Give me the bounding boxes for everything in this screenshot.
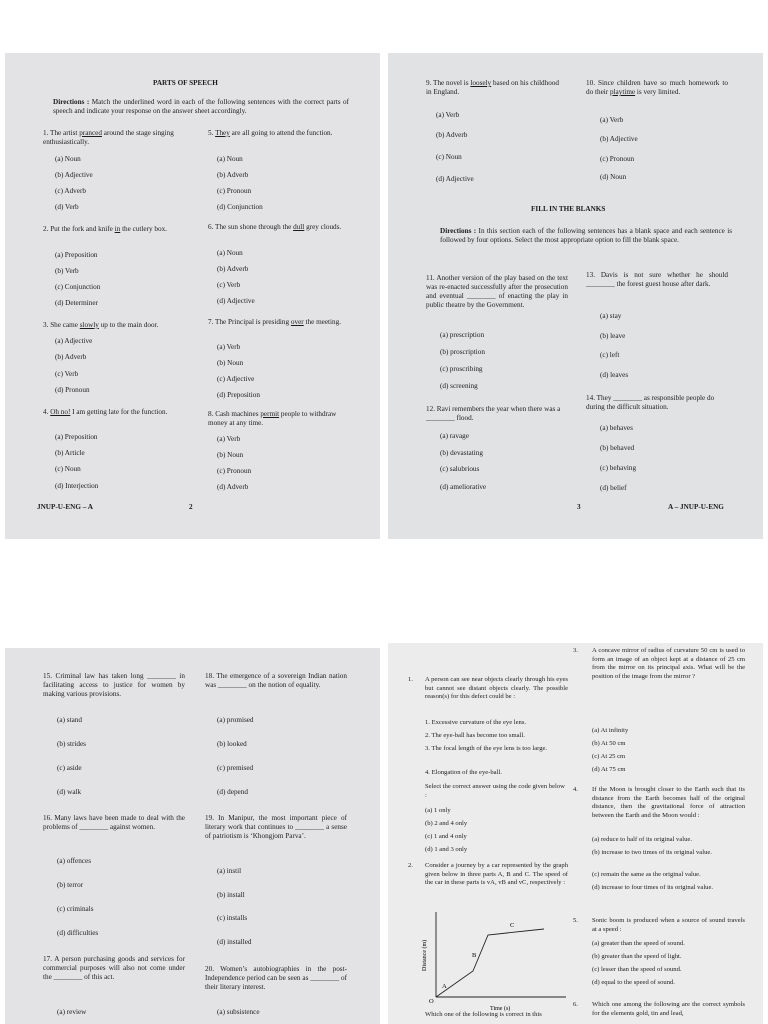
question-number: 5. — [573, 917, 578, 924]
page-number: 2 — [189, 503, 193, 511]
option: (a) Noun — [217, 249, 243, 257]
option: (a) Preposition — [55, 433, 98, 441]
question-3: 3. She came slowly up to the main door. — [43, 321, 159, 329]
option: (a) review — [57, 1008, 87, 1016]
option: (d) leaves — [600, 371, 629, 379]
option: (c) Verb — [55, 370, 79, 378]
option: (a) Verb — [217, 435, 241, 443]
option: (c) Pronoun — [217, 187, 252, 195]
option: (a) stay — [600, 312, 622, 320]
option: (b) Verb — [55, 267, 79, 275]
section-title: PARTS OF SPEECH — [153, 79, 218, 87]
option: (a) Noun — [217, 155, 243, 163]
option: (a) subsistence — [217, 1008, 260, 1016]
question-18: 18. The emergence of a sovereign Indian nation was ________ on the notion of equality. — [205, 672, 347, 689]
option: (a) behaves — [600, 424, 633, 432]
page-science — [388, 643, 763, 1024]
option: (d) Adverb — [217, 483, 249, 491]
page-parts-of-speech — [5, 53, 380, 539]
option: (d) equal to the speed of sound. — [592, 979, 675, 986]
segment-label-b: B — [472, 952, 477, 959]
option: (a) Adjective — [55, 337, 93, 345]
question-10: 10. Since children have so much homework to do their playtime is very limited. — [586, 79, 728, 96]
option: (b) Article — [55, 449, 85, 457]
option: (c) 1 and 4 only — [425, 833, 467, 840]
question-2: 2. Put the fork and knife in the cutlery box. — [43, 225, 167, 233]
science-question-2: Consider a journey by a car represented by the graph given below in three parts A, B and C. The speed of the car in these parts is vA, vB and vC, respectively : — [425, 862, 568, 886]
option: (c) left — [600, 351, 620, 359]
option: (c) installs — [217, 914, 248, 922]
option: (d) Adjective — [217, 297, 255, 305]
segment-label-a: A — [442, 983, 447, 990]
footer-code: A – JNUP-U-ENG — [668, 503, 724, 511]
option: (d) Determiner — [55, 299, 98, 307]
question-20: 20. Women’s autobiographies in the post-Independence period can be seen as ________ of their literary interest. — [205, 965, 347, 991]
option: (d) Conjunction — [217, 203, 263, 211]
question-number: 6. — [573, 1001, 578, 1008]
question-15: 15. Criminal law has taken long ________ in facilitating access to justice for women by making various provisions. — [43, 672, 185, 698]
option: (a) Noun — [55, 155, 81, 163]
option: (c) aside — [57, 764, 82, 772]
option: (a) Verb — [436, 111, 460, 119]
page-fill-in-the-blanks — [388, 53, 763, 539]
question-number: 1. — [408, 676, 413, 683]
option: (d) Verb — [55, 203, 79, 211]
option: (c) proscribing — [440, 365, 483, 373]
option: (b) looked — [217, 740, 247, 748]
option: (c) criminals — [57, 905, 94, 913]
science-question-4: If the Moon is brought closer to the Earth such that its distance from the Earth becomes half of the original distance, then the gravitational force of attraction between the Earth and the Moon would : — [592, 786, 745, 819]
option: (a) greater than the speed of sound. — [592, 940, 685, 947]
science-question-3: A concave mirror of radius of curvature 50 cm is used to form an image of an object kept at a distance of 25 cm from the mirror on its principal axis. What will be the position of the image from the mirror ? — [592, 647, 745, 680]
option: (c) salubrious — [440, 465, 480, 473]
option: (c) Conjunction — [55, 283, 101, 291]
option: (b) 2 and 4 only — [425, 820, 468, 827]
option: (d) increase to four times of its original value. — [592, 884, 714, 891]
question-1: 1. The artist pranced around the stage singing enthusiastically. — [43, 129, 174, 146]
option: (a) offences — [57, 857, 91, 865]
list-item: 4. Elongation of the eye-ball. — [425, 769, 502, 776]
option: (d) belief — [600, 484, 627, 492]
option: (b) leave — [600, 332, 626, 340]
option: (b) Noun — [217, 451, 244, 459]
option: (c) Pronoun — [600, 155, 635, 163]
option: (c) Verb — [217, 281, 241, 289]
list-item: 3. The focal length of the eye lens is too large. — [425, 745, 548, 752]
option: (d) difficulties — [57, 929, 99, 937]
option: (a) promised — [217, 716, 254, 724]
option: (b) devastating — [440, 449, 483, 457]
y-axis-label: Distance (m) — [422, 939, 428, 971]
option: (a) Verb — [217, 343, 241, 351]
option: (c) Adjective — [217, 375, 255, 383]
option: (d) Preposition — [217, 391, 260, 399]
page-fill-in-the-blanks-continued — [5, 648, 380, 1024]
option: (d) Noun — [600, 173, 627, 181]
question-7: 7. The Principal is presiding over the meeting. — [208, 318, 342, 326]
option: (b) install — [217, 891, 245, 899]
question-17: 17. A person purchasing goods and services for commercial purposes will also not come under the ________ of this act. — [43, 955, 185, 981]
option: (a) Preposition — [55, 251, 98, 259]
option: (d) At 75 cm — [592, 766, 626, 773]
question-14: 14. They ________ as responsible people do during the difficult situation. — [586, 394, 715, 411]
list-item: 1. Excessive curvature of the eye lens. — [425, 719, 527, 726]
option: (d) 1 and 3 only — [425, 846, 468, 853]
origin-label: O — [429, 998, 434, 1005]
science-question-6: Which one among the following are the correct symbols for the elements gold, tin and lead, — [592, 1001, 745, 1017]
option: (b) proscription — [440, 348, 485, 356]
question-13: 13. Davis is not sure whether he should ________ the forest guest house after dark. — [586, 271, 728, 288]
directions: Directions : In this section each of the following sentences has a blank space and each sentence is followed by four options. Select the most appropriate option to fill the blank space. — [440, 227, 732, 244]
option: (c) Adverb — [55, 187, 86, 195]
section-title: FILL IN THE BLANKS — [531, 205, 606, 213]
option: (b) Adverb — [436, 131, 468, 139]
directions: Directions : Match the underlined word in each of the following sentences with the correct parts of speech and indicate your response on the answer sheet accordingly. — [53, 98, 349, 115]
option: (c) Noun — [436, 153, 462, 161]
question-12: 12. Ravi remembers the year when there was a ________ flood. — [426, 405, 561, 422]
option: (b) Adverb — [217, 171, 249, 179]
question-number: 4. — [573, 786, 578, 793]
option: (b) Adjective — [55, 171, 93, 179]
option: (a) At infinity — [592, 727, 629, 734]
option: (b) strides — [57, 740, 86, 748]
option: (b) Adjective — [600, 135, 638, 143]
question-4: 4. Oh no! I am getting late for the function. — [43, 408, 168, 416]
option: (a) Verb — [600, 116, 624, 124]
option: (c) lesser than the speed of sound. — [592, 966, 682, 973]
option: (c) remain the same as the original value. — [592, 871, 701, 878]
segment-label-c: C — [510, 922, 515, 929]
option: (c) Noun — [55, 465, 81, 473]
option: (b) At 50 cm — [592, 740, 626, 747]
option: (b) increase to two times of its original value. — [592, 849, 712, 856]
option: (d) walk — [57, 788, 82, 796]
option: (a) stand — [57, 716, 82, 724]
question-11: 11. Another version of the play based on the text was re-enacted successfully after the prosecution and eventual ________ of enacting the play in public theatre by the Government. — [426, 274, 568, 309]
question-19: 19. In Manipur, the most important piece of literary work that continues to ________ a sense of patriotism is ‘Khongjom Parva’. — [205, 814, 347, 840]
option: (d) ameliorative — [440, 483, 487, 491]
option: (c) behaving — [600, 464, 637, 472]
page-number: 3 — [577, 503, 581, 511]
option: (b) greater than the speed of light. — [592, 953, 682, 960]
option: (d) Interjection — [55, 482, 99, 490]
x-axis-label: Time (s) — [490, 1006, 511, 1012]
option: (b) Adverb — [55, 353, 87, 361]
option: (a) 1 only — [425, 807, 451, 814]
select-instruction: Select the correct answer using the code given below : — [425, 783, 565, 799]
option: (b) terror — [57, 881, 84, 889]
option: (b) Noun — [217, 359, 244, 367]
question-9: 9. The novel is loosely based on his childhood in England. — [426, 79, 560, 96]
question-2-continuation: Which one of the following is correct in this — [425, 1011, 542, 1018]
option: (b) Adverb — [217, 265, 249, 273]
distance-time-graph — [418, 909, 568, 1013]
option: (d) Adjective — [436, 175, 474, 183]
option: (c) Pronoun — [217, 467, 252, 475]
list-item: 2. The eye-ball has become too small. — [425, 732, 525, 739]
question-5: 5. They are all going to attend the function. — [208, 129, 333, 137]
question-16: 16. Many laws have been made to deal with the problems of ________ against women. — [43, 814, 185, 831]
footer-code: JNUP-U-ENG – A — [37, 503, 93, 511]
option: (d) depend — [217, 788, 248, 796]
question-6: 6. The sun shone through the dull grey clouds. — [208, 223, 342, 231]
option: (c) premised — [217, 764, 254, 772]
option: (d) Pronoun — [55, 386, 90, 394]
option: (a) prescription — [440, 331, 485, 339]
question-8: 8. Cash machines permit people to withdraw money at any time. — [208, 410, 337, 427]
question-number: 2. — [408, 862, 413, 869]
option: (c) At 25 cm — [592, 753, 626, 760]
science-question-5: Sonic boom is produced when a source of sound travels at a speed : — [592, 917, 745, 933]
option: (d) installed — [217, 938, 252, 946]
option: (a) reduce to half of its original value. — [592, 836, 692, 843]
option: (a) ravage — [440, 432, 469, 440]
option: (a) instil — [217, 867, 242, 875]
option: (b) behaved — [600, 444, 635, 452]
option: (d) screening — [440, 382, 478, 390]
question-number: 3. — [573, 647, 578, 654]
science-question-1: A person can see near objects clearly through his eyes but cannot see distant objects clearly. The possible reason(s) for this defect could be : — [425, 676, 568, 700]
